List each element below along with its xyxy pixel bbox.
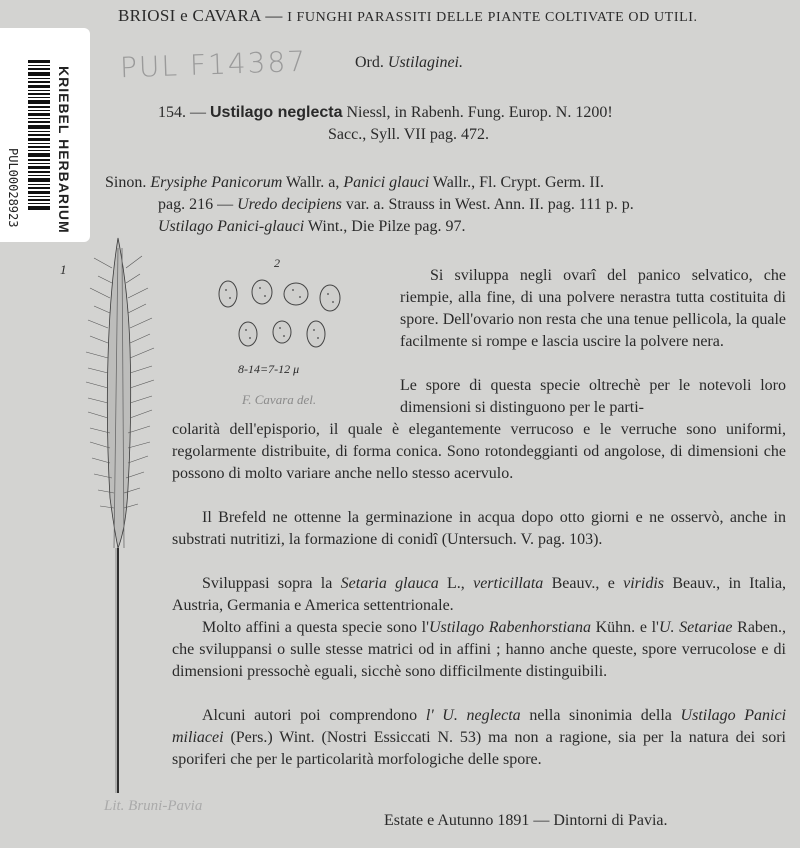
collection-info: Estate e Autunno 1891 — Dintorni di Pavia.	[384, 812, 668, 829]
specimen-code: PUL00028923	[6, 148, 20, 228]
paragraph-text: Raben., che sviluppansi o sulle stesse matrici od in affini ; hanno anche queste, spore verrucolose e di dimensioni pressochè eguali, sicchè sono difficilmente distinguibili.	[172, 619, 787, 680]
handwritten-accession: PUL F14387	[119, 44, 308, 85]
paragraph-text: Kühn. e l'	[595, 619, 659, 636]
paragraph-1: Si sviluppa negli ovarî del panico selvatico, che riempie, alla fine, di una polvere nerastra tutta costituita di spore. Dell'ovario non resta che una tenue pellicola, la quale facilmente si rompe e lascia uscire la polvere nera.	[400, 267, 786, 350]
synonyms-line-1	[105, 174, 604, 192]
paragraph-2-continued: colarità dell'episporio, il quale è elegantemente verrucoso e le verruche sono uniformi, regolarmente distribuite, di forma conica. Sono rotondeggianti od angolose, di dimensioni che possono di molto variare anche nello stesso acervulo.	[172, 421, 786, 482]
barcode-icon	[28, 60, 50, 210]
spore-measurement: 8-14=7-12 μ	[238, 362, 300, 376]
synonym-ustilago-panici-glauci: Ustilago Panici-glauci	[158, 218, 305, 235]
paragraph-3: Il Brefeld ne ottenne la germinazione in acqua dopo otto giorni e ne osservò, anche in substrati nutritizi, la formazione di conidî (Untersuch. V. pag. 103).	[172, 509, 786, 548]
paragraph-5	[172, 617, 786, 683]
synonym-text: Wallr., Fl. Crypt. Germ. II.	[432, 174, 605, 191]
paragraph-text: Sviluppasi sopra la	[202, 575, 333, 592]
taxon-u-neglecta: l' U. neglecta	[425, 707, 521, 724]
taxon-u-setariae: U. Setariae	[658, 619, 733, 636]
paragraph-2-start: Le spore di questa specie oltrechè per le notevoli loro dimensioni si distinguono per le parti-	[400, 377, 786, 416]
taxon-setaria-glauca: Setaria glauca	[340, 575, 439, 592]
synonyms-line-2	[158, 196, 634, 214]
grass-spike-illustration	[70, 228, 180, 798]
paragraph-text: (Pers.) Wint. (Nostri Essiccati N. 53) ma non a ragione, sia per la natura dei sori sporiferi che per le particolarità morfologiche delle spore.	[172, 729, 787, 768]
order-line	[355, 54, 463, 72]
paragraph-text: nella sinonimia della	[529, 707, 672, 724]
taxon-ustilago-panici-miliacei: Ustilago Panici miliacei	[172, 707, 787, 746]
synonym-erysiphe: Erysiphe Panicorum	[150, 174, 283, 191]
header-separator: —	[265, 6, 283, 25]
paragraph-text: Beauv., in Italia, Austria, Germania e America settentrionale.	[172, 575, 787, 614]
paragraph-6	[172, 705, 786, 771]
saccardo-reference: Sacc., Syll. VII pag. 472.	[328, 126, 490, 143]
order-prefix: Ord.	[355, 54, 384, 71]
synonym-text: Wint., Die Pilze pag. 97.	[307, 218, 466, 235]
artist-signature: F. Cavara del.	[242, 392, 317, 407]
taxon-ustilago-rabenhorstiana: Ustilago Rabenhorstiana	[428, 619, 591, 636]
page-header	[118, 6, 698, 26]
species-heading	[158, 104, 613, 122]
synonym-panici-glauci: Panici glauci	[343, 174, 430, 191]
synonyms-prefix: Sinon.	[105, 174, 147, 191]
paragraph-text: Alcuni autori poi comprendono	[202, 707, 418, 724]
spores-illustration	[210, 272, 350, 358]
figure-number-1: 1	[60, 262, 67, 277]
taxon-verticillata: verticillata	[473, 575, 544, 592]
header-series-title: I FUNGHI PARASSITI DELLE PIANTE COLTIVATE OD UTILI.	[287, 10, 698, 25]
herbarium-label	[0, 28, 90, 242]
order-name: Ustilaginei.	[387, 54, 463, 71]
synonym-text: var. a. Strauss in West. Ann. II. pag. 111 p. p.	[345, 196, 634, 213]
synonym-uredo: Uredo decipiens	[237, 196, 342, 213]
lithographer-signature: Lit. Bruni-Pavia	[104, 798, 203, 814]
species-authority: Niessl, in Rabenh. Fung. Europ. N. 1200!	[346, 104, 613, 121]
paragraph-text: L.,	[447, 575, 465, 592]
synonyms-line-3	[158, 218, 465, 236]
figure-number-2: 2	[274, 256, 280, 270]
paragraph-text: Beauv., e	[551, 575, 615, 592]
header-authors: BRIOSI e CAVARA	[118, 6, 261, 25]
synonym-text: pag. 216 —	[158, 196, 234, 213]
synonym-text: Wallr. a,	[286, 174, 340, 191]
species-number: 154. —	[158, 104, 206, 121]
taxon-viridis: viridis	[623, 575, 665, 592]
paragraph-4	[172, 573, 786, 617]
species-name: Ustilago neglecta	[210, 104, 343, 121]
herbarium-name: KRIEBEL HERBARIUM	[56, 66, 72, 234]
paragraph-text: Molto affini a questa specie sono l'	[202, 619, 429, 636]
